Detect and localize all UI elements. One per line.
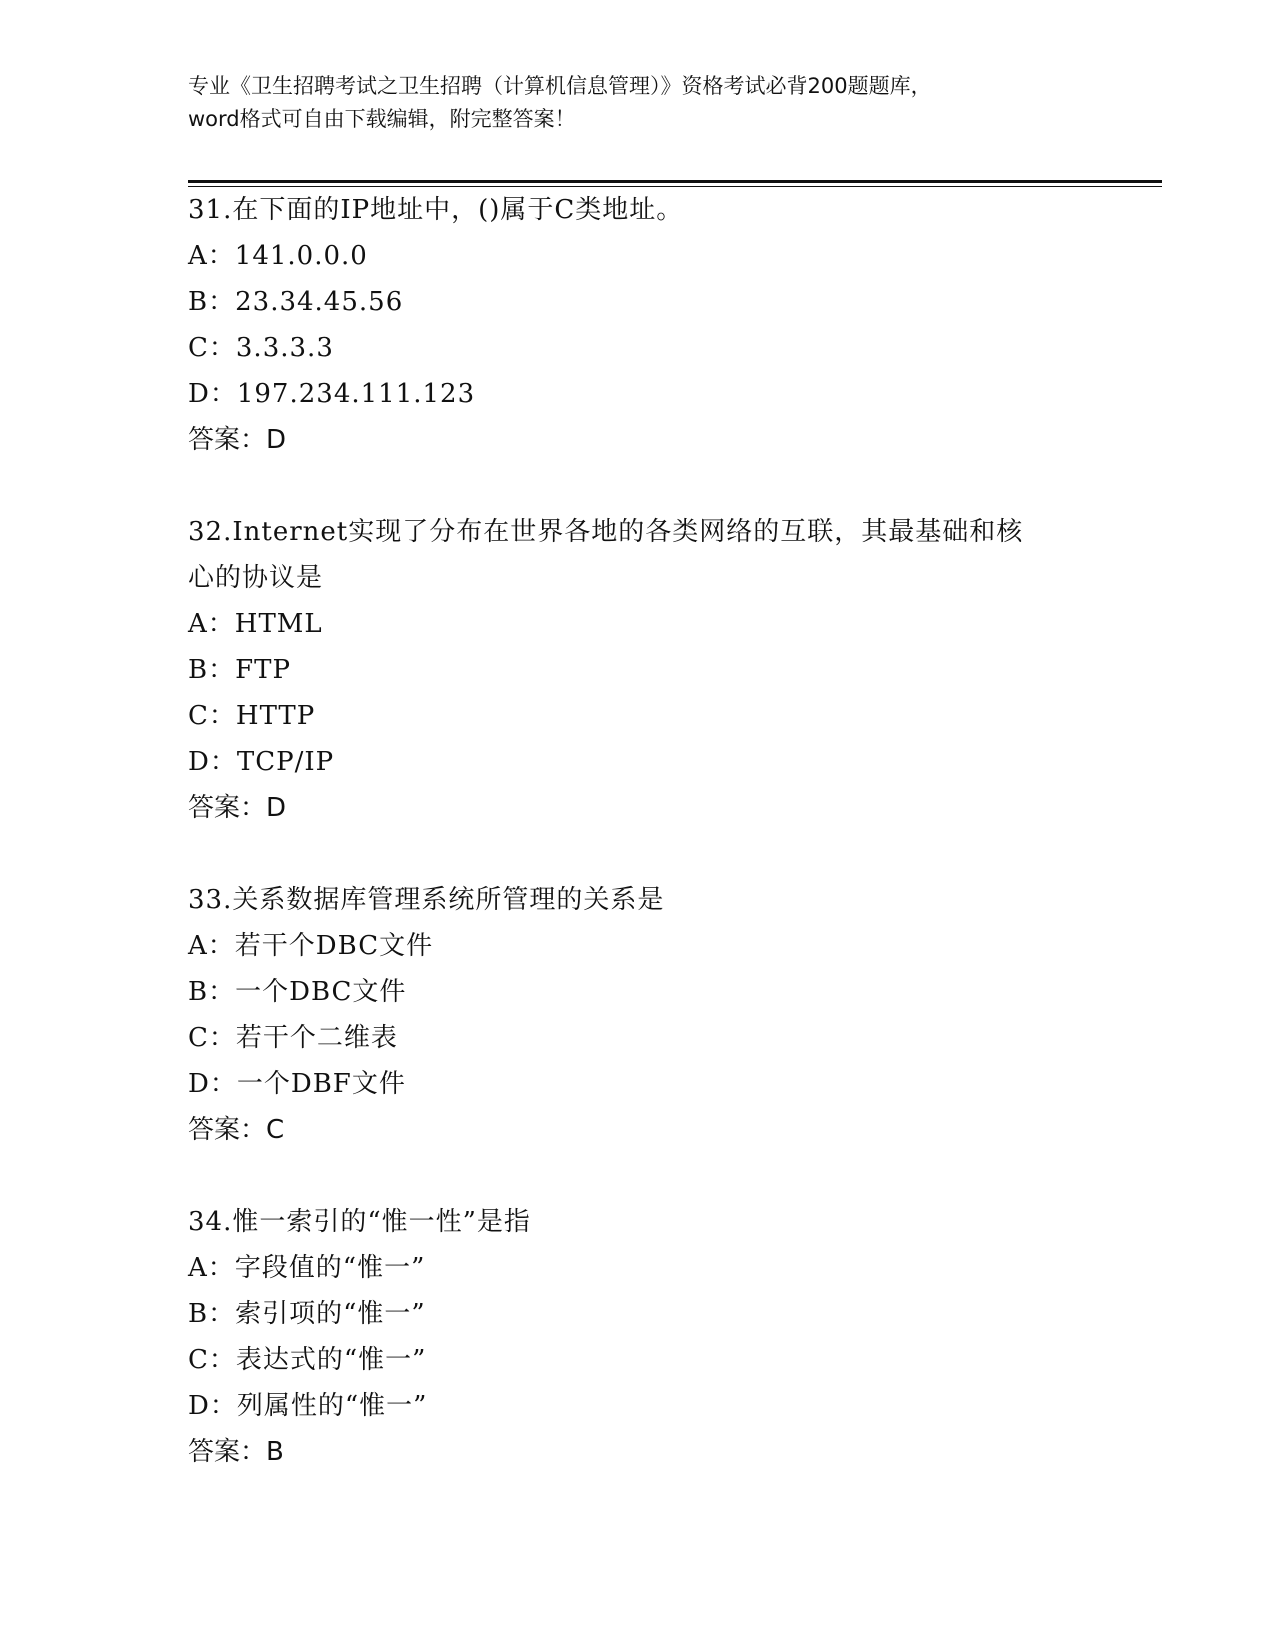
option-b: B：23.34.45.56 [188, 287, 404, 317]
answer-label: 答案：D [188, 793, 287, 823]
option-b: B：FTP [188, 655, 291, 685]
option-b: B：一个DBC文件 [188, 977, 407, 1007]
question-34 [188, 1199, 1088, 1475]
option-c: C：若干个二维表 [188, 1023, 398, 1053]
question-stem: 31.在下面的IP地址中，()属于C类地址。 [188, 195, 684, 225]
question-32 [188, 509, 1088, 831]
header-line-1: 专业《卫生招聘考试之卫生招聘（计算机信息管理）》资格考试必背200题题库， [188, 74, 932, 98]
option-c: C：表达式的“惟一” [188, 1345, 427, 1375]
question-stem: 33.关系数据库管理系统所管理的关系是 [188, 885, 665, 915]
option-d: D：列属性的“惟一” [188, 1391, 428, 1421]
question-33 [188, 877, 1088, 1153]
option-d: D：TCP/IP [188, 747, 335, 777]
option-a: A：HTML [188, 609, 323, 639]
option-c: C：HTTP [188, 701, 316, 731]
question-31 [188, 187, 1088, 463]
document-header [188, 70, 1088, 136]
header-divider-thick [188, 180, 1162, 183]
option-a: A：若干个DBC文件 [188, 931, 434, 961]
question-stem-line-2: 心的协议是 [188, 563, 324, 593]
option-c: C：3.3.3.3 [188, 333, 334, 363]
option-a: A：字段值的“惟一” [188, 1253, 426, 1283]
answer-label: 答案：B [188, 1437, 284, 1467]
option-b: B：索引项的“惟一” [188, 1299, 426, 1329]
option-a: A：141.0.0.0 [188, 241, 368, 271]
option-d: D：一个DBF文件 [188, 1069, 406, 1099]
question-stem-line-1: 32.Internet实现了分布在世界各地的各类网络的互联，其最基础和核 [188, 517, 1024, 547]
question-stem: 34.惟一索引的“惟一性”是指 [188, 1207, 531, 1237]
header-line-2: word格式可自由下载编辑，附完整答案！ [188, 107, 576, 131]
option-d: D：197.234.111.123 [188, 379, 476, 409]
question-list [188, 187, 1088, 1521]
answer-label: 答案：C [188, 1115, 285, 1145]
answer-label: 答案：D [188, 425, 287, 455]
